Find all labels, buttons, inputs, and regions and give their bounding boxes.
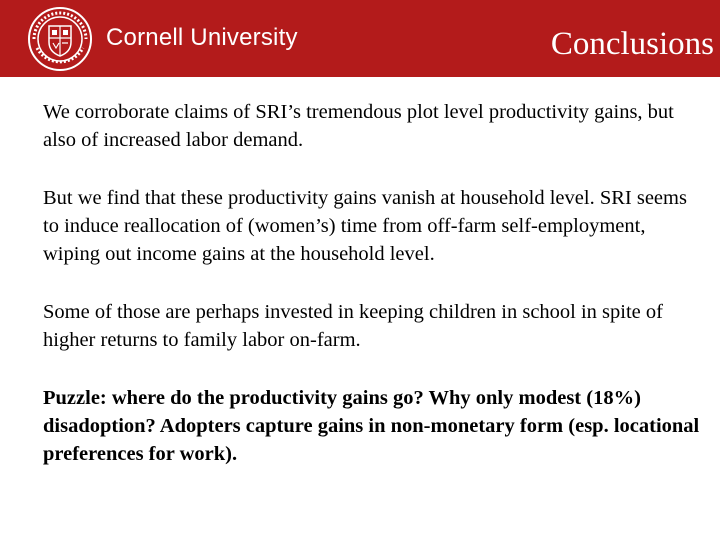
puzzle-paragraph: Puzzle: where do the productivity gains go? Why only modest (18%) disadoption? Adopters capture gains in non-monetary form (esp. locational preferences for work).: [43, 387, 700, 465]
conclusion-paragraph-3: Some of those are perhaps invested in keeping children in school in spite of higher returns to family labor on-farm.: [43, 301, 663, 351]
cornell-seal-icon: [27, 6, 93, 72]
header-bar: [0, 0, 720, 77]
slide-body: [43, 98, 703, 498]
university-wordmark: Cornell University: [106, 24, 298, 51]
conclusion-paragraph-2: But we find that these productivity gains vanish at household level. SRI seems to induce reallocation of (women’s) time from off-farm self-employment, wiping out income gains at the household level.: [43, 187, 687, 265]
slide-title: Conclusions: [550, 26, 714, 62]
conclusion-paragraph-1: We corroborate claims of SRI’s tremendous plot level productivity gains, but also of increased labor demand.: [43, 101, 674, 151]
